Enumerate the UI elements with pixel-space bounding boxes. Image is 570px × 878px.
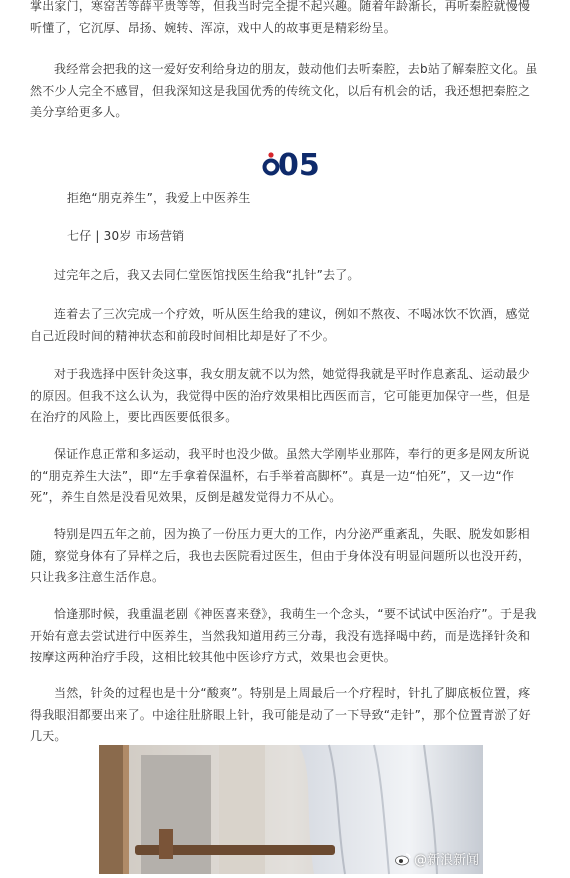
weibo-watermark <box>395 849 479 868</box>
paragraph-punk-health: 保证作息正常和多运动，我平时也没少做。虽然大学刚毕业那阵，奉行的更多是网友所说的“朋克养生大法”，即“左手拿着保温杯，右手举着高脚杯”。真是一边“怕死”，又一边“作死”，养生自然是没看见效果，反倒是越发觉得力不从心。 <box>30 447 530 504</box>
paragraph-acupuncture-pain: 当然，针灸的过程也是十分“酸爽”。特别是上周最后一个疗程时，针扎了脚底板位置，疼得我眼泪都要出来了。中途往肚脐眼上针，我可能是动了一下导致“走针”，那个位置青淤了好几天。 <box>30 686 531 743</box>
paragraph-intro-end: 掌出家门，寒窑苦等薛平贵等等，但我当时完全提不起兴趣。随着年龄渐长，再听秦腔就慢慢听懂了，它沉厚、昂扬、婉转、浑凉，戏中人的故事更是精彩纷呈。 <box>30 0 531 35</box>
paragraph-girlfriend-opinion: 对于我选择中医针灸这事，我女朋友就不以为然，她觉得我就是平时作息紊乱、运动最少的原因。但我不这么认为，我觉得中医的治疗效果相比西医而言，它可能更加保守一些，但是在治疗的风险上，要比西医要低很多。 <box>30 367 531 424</box>
paragraph-acupuncture-visit: 过完年之后，我又去同仁堂医馆找医生给我“扎针”去了。 <box>54 268 360 282</box>
watermark-text: @新浪新闻 <box>413 853 479 868</box>
paragraph-qinqiang-share: 我经常会把我的这一爱好安利给身边的朋友，鼓动他们去听秦腔，去b站了解秦腔文化。虽然不少人完全不感冒，但我深知这是我国优秀的传统文化，以后有机会的话，我还想把秦腔之美分享给更多人。 <box>30 62 538 119</box>
paragraph-stress-work: 特别是四五年之前，因为换了一份压力更大的工作，内分泌严重紊乱，失眠、脱发如影相随，察觉身体有了异样之后，我也去医院看过医生，但由于身体没有明显问题所以也没开药，只让我多注意生活作息。 <box>30 527 531 584</box>
paragraph-three-sessions: 连着去了三次完成一个疗效，听从医生给我的建议，例如不熬夜、不喝冰饮不饮酒，感觉自己近段时间的精神状态和前段时间相比却是好了不少。 <box>30 307 530 343</box>
paragraph-tcm-attempt: 恰逢那时候，我重温老剧《神医喜来登》，我萌生一个念头，“要不试试中医治疗”。于是我开始有意去尝试进行中医养生，当然我知道用药三分毒，我没有选择喝中药，而是选择针灸和按摩这两种治疗手段，这相比较其他中医诊疗方式，效果也会更快。 <box>30 607 537 664</box>
weibo-eye-icon <box>395 852 411 866</box>
section-number-marker <box>262 145 320 183</box>
section-title: 拒绝“朋克养生”，我爱上中医养生 <box>67 191 251 205</box>
byline: 七仔 | 30岁 市场营销 <box>67 229 185 243</box>
article-photo <box>99 745 483 874</box>
section-number: 05 <box>278 148 320 183</box>
